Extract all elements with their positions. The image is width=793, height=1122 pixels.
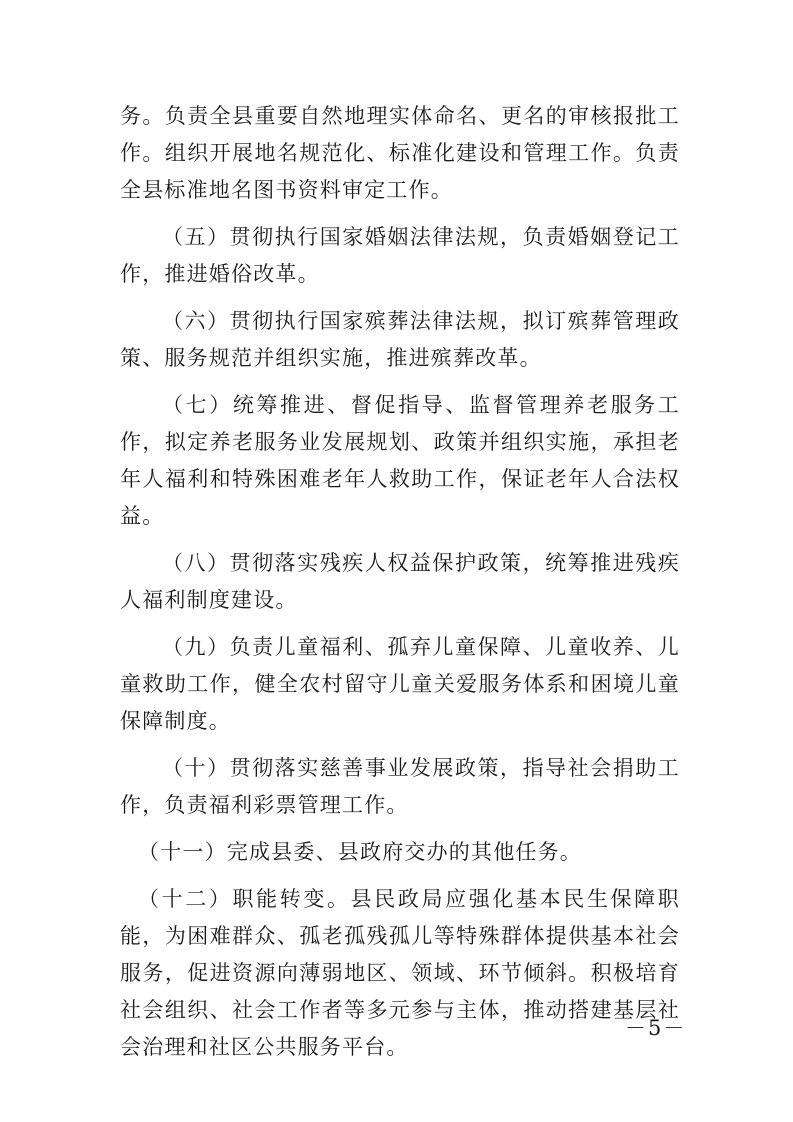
paragraph-item-5: （五）贯彻执行国家婚姻法律法规，负责婚姻登记工作，推进婚俗改革。 [120, 225, 680, 286]
paragraph-item-6: （六）贯彻执行国家殡葬法律法规，拟订殡葬管理政策、服务规范并组织实施，推进殡葬改革。 [120, 309, 680, 370]
paragraph-item-9: （九）负责儿童福利、孤弃儿童保障、儿童收养、儿童救助工作，健全农村留守儿童关爱服务体系和困境儿童保障制度。 [120, 635, 680, 733]
paragraph-item-11: （十一）完成县委、县政府交办的其他任务。 [138, 840, 582, 864]
paragraph-item-12: （十二）职能转变。县民政局应强化基本民生保障职能，为困难群众、孤老孤残孤儿等特殊群体提供基本社会服务，促进资源向薄弱地区、领域、环节倾斜。积极培育社会组织、社会工作者等多元参与主体，推动搭建基层社会治理和社区公共服务平台。 [120, 887, 680, 1059]
paragraph-item-8: （八）贯彻落实残疾人权益保护政策，统筹推进残疾人福利制度建设。 [120, 551, 680, 612]
page-number: －5－ [625, 1016, 687, 1040]
paragraph-item-10: （十）贯彻落实慈善事业发展政策，指导社会捐助工作，负责福利彩票管理工作。 [120, 756, 680, 817]
document-body [120, 98, 680, 1070]
paragraph-continuation: 务。负责全县重要自然地理实体命名、更名的审核报批工作。组织开展地名规范化、标准化建设和管理工作。负责全县标准地名图书资料审定工作。 [120, 104, 680, 202]
paragraph-item-7: （七）统筹推进、督促指导、监督管理养老服务工作，拟定养老服务业发展规划、政策并组织实施，承担老年人福利和特殊困难老年人救助工作，保证老年人合法权益。 [120, 393, 680, 528]
